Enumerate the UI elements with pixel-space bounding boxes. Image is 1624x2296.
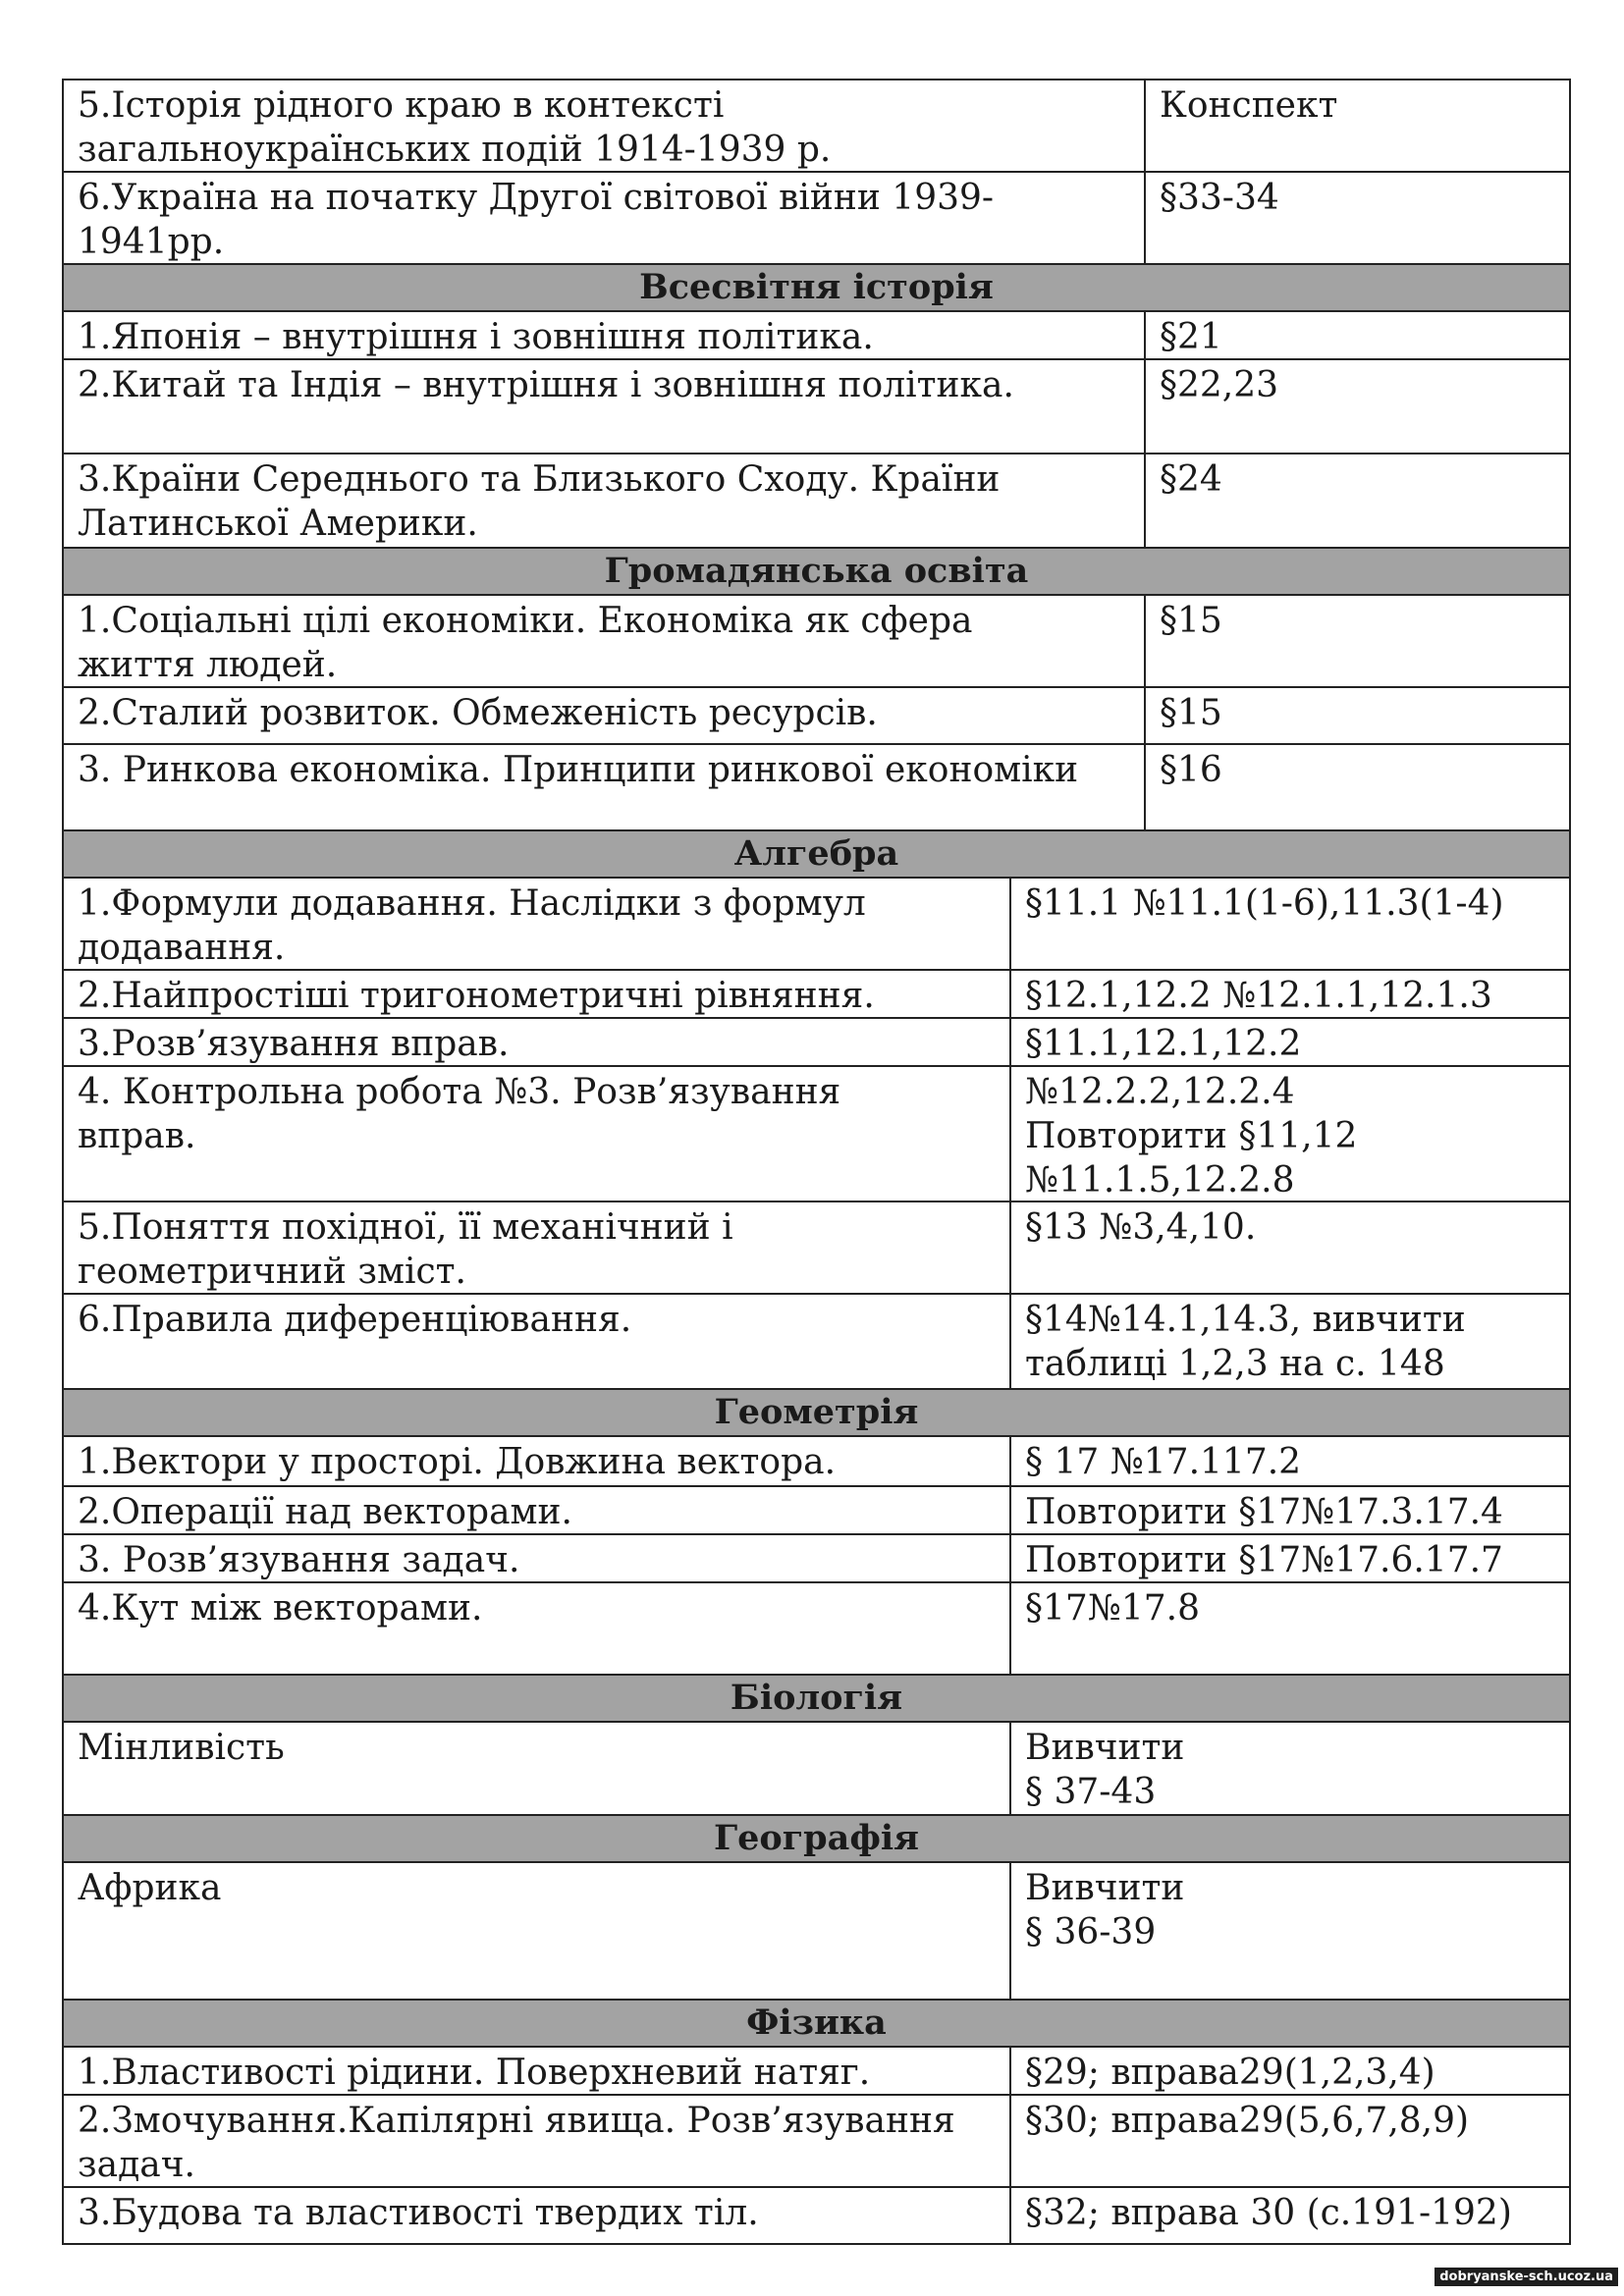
table-row bbox=[64, 1723, 1571, 1816]
task-cell: §17№17.8 bbox=[1011, 1583, 1571, 1674]
section-header bbox=[64, 1390, 1571, 1437]
topic-cell: 1.Японія – внутрішня і зовнішня політика. bbox=[64, 312, 1146, 358]
topic-cell: 6.Правила диференціювання. bbox=[64, 1295, 1011, 1388]
table-row bbox=[64, 971, 1571, 1019]
task-cell: §15 bbox=[1146, 688, 1571, 743]
task-cell: Вивчити § 37-43 bbox=[1011, 1723, 1571, 1814]
task-cell: §30; вправа29(5,6,7,8,9) bbox=[1011, 2096, 1571, 2186]
section-header bbox=[64, 1816, 1571, 1863]
task-cell: Повторити §17№17.6.17.7 bbox=[1011, 1535, 1571, 1581]
task-cell: §29; вправа29(1,2,3,4) bbox=[1011, 2048, 1571, 2094]
table-row bbox=[64, 360, 1571, 454]
task-cell: § 17 №17.117.2 bbox=[1011, 1437, 1571, 1485]
topic-cell: 2.Змочування.Капілярні явища. Розв’язування задач. bbox=[64, 2096, 1011, 2186]
table-row bbox=[64, 312, 1571, 360]
table-row bbox=[64, 1067, 1571, 1202]
section-title: Геометрія bbox=[64, 1390, 1571, 1435]
section-header bbox=[64, 265, 1571, 312]
section-title: Фізика bbox=[64, 2001, 1571, 2046]
table-row bbox=[64, 2188, 1571, 2245]
table-row bbox=[64, 596, 1571, 688]
section-title: Алгебра bbox=[64, 831, 1571, 877]
section-title: Всесвітня історія bbox=[64, 265, 1571, 310]
table-row bbox=[64, 1487, 1571, 1535]
task-cell: §11.1 №11.1(1-6),11.3(1-4) bbox=[1011, 879, 1571, 969]
section-title: Біологія bbox=[64, 1676, 1571, 1721]
topic-cell: 2.Китай та Індія – внутрішня і зовнішня політика. bbox=[64, 360, 1146, 453]
table-row bbox=[64, 173, 1571, 265]
topic-cell: 3.Будова та властивості твердих тіл. bbox=[64, 2188, 1011, 2243]
table-row bbox=[64, 80, 1571, 173]
table-row bbox=[64, 1437, 1571, 1487]
section-title: Географія bbox=[64, 1816, 1571, 1861]
section-header bbox=[64, 1676, 1571, 1723]
task-cell: §13 №3,4,10. bbox=[1011, 1202, 1571, 1293]
task-cell: №12.2.2,12.2.4 Повторити §11,12 №11.1.5,12.2.8 bbox=[1011, 1067, 1571, 1201]
topic-cell: Африка bbox=[64, 1863, 1011, 1999]
task-cell: §11.1,12.1,12.2 bbox=[1011, 1019, 1571, 1065]
task-cell: §33-34 bbox=[1146, 173, 1571, 263]
task-cell: §16 bbox=[1146, 745, 1571, 829]
topic-cell: 4.Кут між векторами. bbox=[64, 1583, 1011, 1674]
table-row bbox=[64, 2096, 1571, 2188]
table-row bbox=[64, 745, 1571, 831]
task-cell: Вивчити § 36-39 bbox=[1011, 1863, 1571, 1999]
topic-cell: 2.Сталий розвиток. Обмеженість ресурсів. bbox=[64, 688, 1146, 743]
task-cell: §12.1,12.2 №12.1.1,12.1.3 bbox=[1011, 971, 1571, 1017]
section-header bbox=[64, 2001, 1571, 2048]
topic-cell: 3. Розв’язування задач. bbox=[64, 1535, 1011, 1581]
task-cell: Повторити §17№17.3.17.4 bbox=[1011, 1487, 1571, 1533]
table-row bbox=[64, 2048, 1571, 2096]
homework-document bbox=[62, 79, 1571, 2245]
table-row bbox=[64, 879, 1571, 971]
topic-cell: 5.Поняття похідної, її механічний і геометричний зміст. bbox=[64, 1202, 1011, 1293]
topic-cell: 3. Ринкова економіка. Принципи ринкової економіки bbox=[64, 745, 1146, 829]
task-cell: Конспект bbox=[1146, 80, 1571, 171]
homework-table bbox=[62, 79, 1571, 2245]
site-watermark: dobryanske-sch.ucoz.ua bbox=[1435, 2268, 1618, 2286]
topic-cell: 1.Соціальні цілі економіки. Економіка як сфера життя людей. bbox=[64, 596, 1146, 686]
topic-cell: 1.Формули додавання. Наслідки з формул додавання. bbox=[64, 879, 1011, 969]
table-row bbox=[64, 1202, 1571, 1295]
task-cell: §32; вправа 30 (с.191-192) bbox=[1011, 2188, 1571, 2243]
task-cell: §14№14.1,14.3, вивчити таблиці 1,2,3 на с. 148 bbox=[1011, 1295, 1571, 1388]
topic-cell: 2.Найпростіші тригонометричні рівняння. bbox=[64, 971, 1011, 1017]
table-row bbox=[64, 1019, 1571, 1067]
task-cell: §24 bbox=[1146, 454, 1571, 547]
table-row bbox=[64, 1863, 1571, 2001]
table-row bbox=[64, 1583, 1571, 1676]
table-row bbox=[64, 688, 1571, 745]
topic-cell: 6.Україна на початку Другої світової війни 1939- 1941рр. bbox=[64, 173, 1146, 263]
table-row bbox=[64, 454, 1571, 549]
table-row bbox=[64, 1535, 1571, 1583]
task-cell: §15 bbox=[1146, 596, 1571, 686]
topic-cell: 1.Вектори у просторі. Довжина вектора. bbox=[64, 1437, 1011, 1485]
section-title: Громадянська освіта bbox=[64, 549, 1571, 594]
topic-cell: 1.Властивості рідини. Поверхневий натяг. bbox=[64, 2048, 1011, 2094]
topic-cell: 5.Історія рідного краю в контексті загальноукраїнських подій 1914-1939 р. bbox=[64, 80, 1146, 171]
task-cell: §21 bbox=[1146, 312, 1571, 358]
task-cell: §22,23 bbox=[1146, 360, 1571, 453]
topic-cell: Мінливість bbox=[64, 1723, 1011, 1814]
section-header bbox=[64, 831, 1571, 879]
topic-cell: 4. Контрольна робота №3. Розв’язування вправ. bbox=[64, 1067, 1011, 1201]
section-header bbox=[64, 549, 1571, 596]
table-row bbox=[64, 1295, 1571, 1390]
topic-cell: 2.Операції над векторами. bbox=[64, 1487, 1011, 1533]
topic-cell: 3.Країни Середнього та Близького Сходу. Країни Латинської Америки. bbox=[64, 454, 1146, 547]
topic-cell: 3.Розв’язування вправ. bbox=[64, 1019, 1011, 1065]
